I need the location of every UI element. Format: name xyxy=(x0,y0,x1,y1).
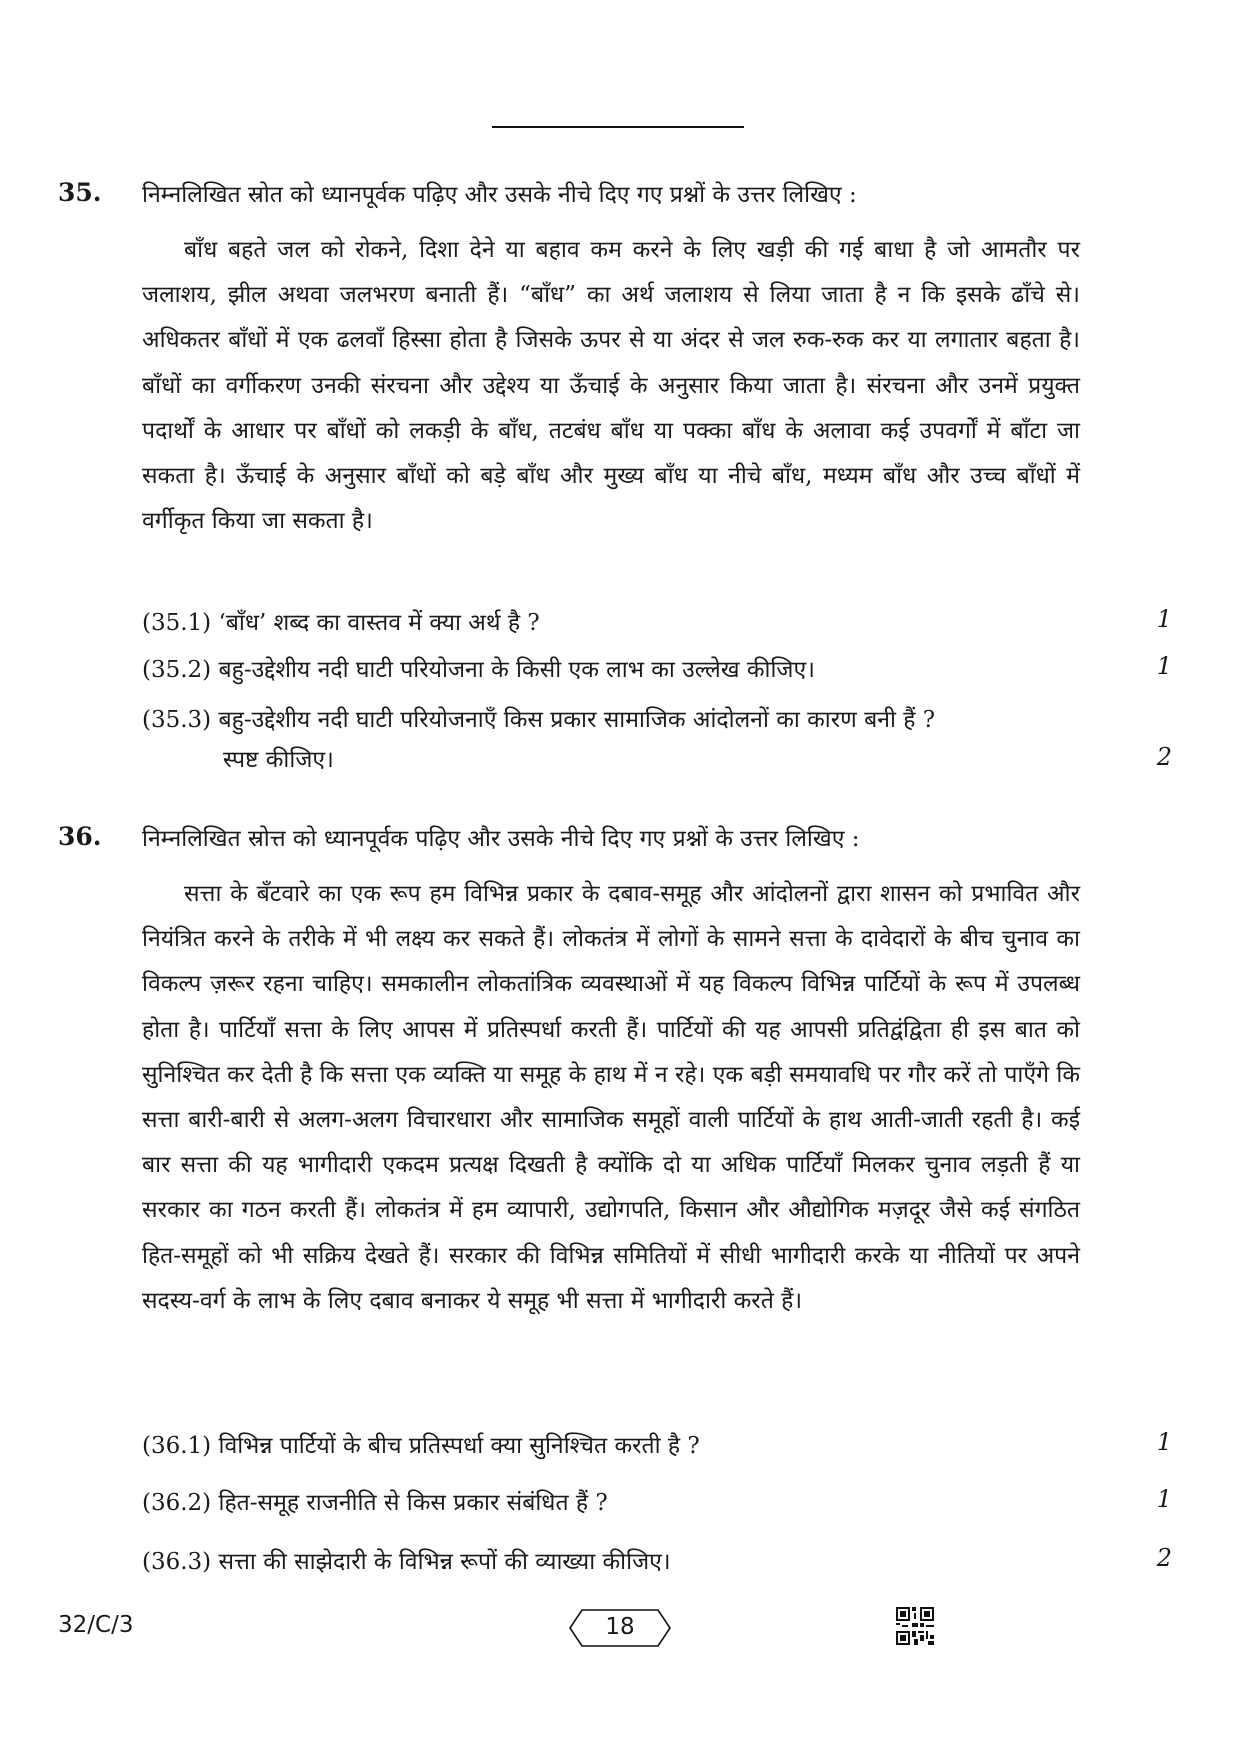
sub-question-35-1 xyxy=(142,605,1172,637)
sub-question-text: विभिन्न पार्टियों के बीच प्रतिस्पर्धा क्या सुनिश्चित करती है ? xyxy=(218,1433,700,1459)
sub-question-text: ‘बाँध’ शब्द का वास्तव में क्या अर्थ है ? xyxy=(218,610,540,636)
marks: 1 xyxy=(1156,652,1172,680)
sub-question-text: सत्ता की साझेदारी के विभिन्न रूपों की व्याख्या कीजिए। xyxy=(218,1549,671,1575)
paper-code: 32/C/3 xyxy=(58,1612,134,1638)
sub-question-text: बहु-उद्देशीय नदी घाटी परियोजना के किसी एक लाभ का उल्लेख कीजिए। xyxy=(218,657,815,683)
question-intro: निम्नलिखित स्रोत को ध्यानपूर्वक पढ़िए और उसके नीचे दिए गए प्रश्नों के उत्तर लिखिए : xyxy=(142,182,857,208)
sub-question-36-1 xyxy=(142,1428,1172,1460)
marks: 1 xyxy=(1156,1485,1172,1513)
marks: 1 xyxy=(1156,1428,1172,1456)
question-intro: निम्नलिखित स्रोत्त को ध्यानपूर्वक पढ़िए और उसके नीचे दिए गए प्रश्नों के उत्तर लिखिए : xyxy=(142,826,860,852)
top-rule xyxy=(492,126,744,128)
sub-question-number: (35.3) xyxy=(142,707,212,733)
page-number-badge xyxy=(568,1608,672,1648)
marks: 1 xyxy=(1156,605,1172,633)
source-passage: सत्ता के बँटवारे का एक रूप हम विभिन्न प्रकार के दबाव-समूह और आंदोलनों द्वारा शासन को प्रभावित और नियंत्रित करने के तरीके में भी लक्ष्य कर सकते हैं। लोकतंत्र में लोगों के सामने सत्ता के दावेदारों के बीच चुनाव का विकल्प ज़रूर रहना चाहिए। समकालीन लोकतांत्रिक व्यवस्थाओं में यह विकल्प विभिन्न पार्टियों के रूप में उपलब्ध होता है। पार्टियाँ सत्ता के लिए आपस में प्रतिस्पर्धा करती हैं। पार्टियों की यह आपसी प्रतिद्वंद्विता ही इस बात को सुनिश्चित कर देती है कि सत्ता एक व्यक्ति या समूह के हाथ में न रहे। एक बड़ी समयावधि पर गौर करें तो पाएँगे कि सत्ता बारी-बारी से अलग-अलग विचारधारा और सामाजिक समूहों वाली पार्टियों के हाथ आती-जाती रहती है। कई बार सत्ता की यह भागीदारी एकदम प्रत्यक्ष दिखती है क्योंकि दो या अधिक पार्टियाँ मिलकर चुनाव लड़ती हैं या सरकार का गठन करती हैं। लोकतंत्र में हम व्यापारी, उद्योगपति, किसान और औद्योगिक मज़दूर जैसे कई संगठित हित-समूहों को भी सक्रिय देखते हैं। सरकार की विभिन्न समितियों में सीधी भागीदारी करके या नीतियों पर अपने सदस्य-वर्ग के लाभ के लिए दबाव बनाकर ये समूह भी सत्ता में भागीदारी करते हैं। xyxy=(142,881,1080,1314)
sub-question-35-2 xyxy=(142,652,1172,684)
question-number: 36. xyxy=(58,822,102,851)
sub-question-number: (36.2) xyxy=(142,1490,212,1516)
sub-question-number: (35.1) xyxy=(142,610,212,636)
marks: 2 xyxy=(1156,743,1172,771)
sub-question-number: (36.1) xyxy=(142,1433,212,1459)
page-number: 18 xyxy=(605,1614,635,1640)
marks: 2 xyxy=(1156,1544,1172,1572)
question-number: 35. xyxy=(58,178,102,207)
sub-question-36-2 xyxy=(142,1485,1172,1517)
source-passage: बाँध बहते जल को रोकने, दिशा देने या बहाव कम करने के लिए खड़ी की गई बाधा है जो आमतौर पर जलाशय, झील अथवा जलभरण बनाती हैं। “बाँध” का अर्थ जलाशय से लिया जाता है न कि इसके ढाँचे से। अधिकतर बाँधों में एक ढलवाँ हिस्सा होता है जिसके ऊपर से या अंदर से जल रुक-रुक कर या लगातार बहता है। बाँधों का वर्गीकरण उनकी संरचना और उद्देश्य या ऊँचाई के अनुसार किया जाता है। संरचना और उनमें प्रयुक्त पदार्थों के आधार पर बाँधों को लकड़ी के बाँध, तटबंध बाँध या पक्का बाँध के अलावा कई उपवर्गों में बाँटा जा सकता है। ऊँचाई के अनुसार बाँधों को बड़े बाँध और मुख्य बाँध या नीचे बाँध, मध्यम बाँध और उच्च बाँधों में वर्गीकृत किया जा सकता है। xyxy=(142,237,1081,535)
sub-question-text: हित-समूह राजनीति से किस प्रकार संबंधित हैं ? xyxy=(218,1490,608,1516)
sub-question-35-3 xyxy=(142,702,1172,774)
sub-question-number: (36.3) xyxy=(142,1549,212,1575)
sub-question-number: (35.2) xyxy=(142,657,212,683)
sub-question-text: बहु-उद्देशीय नदी घाटी परियोजनाएँ किस प्रकार सामाजिक आंदोलनों का कारण बनी हैं ? xyxy=(218,707,936,733)
sub-question-continuation: स्पष्ट कीजिए। xyxy=(223,747,334,773)
qr-code-icon xyxy=(896,1607,934,1645)
sub-question-36-3 xyxy=(142,1544,1172,1576)
